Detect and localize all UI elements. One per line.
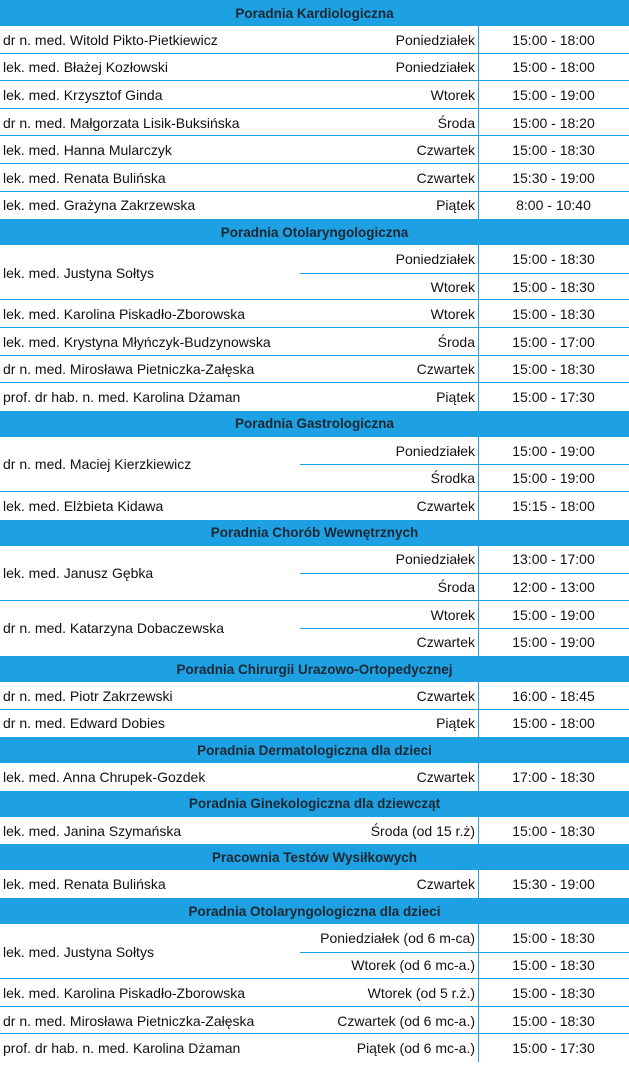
day-cell: Środa	[437, 333, 475, 350]
day-cell: Czwartek (od 6 mc-a.)	[337, 1012, 475, 1029]
hours-cell: 15:00 - 17:30	[512, 1040, 595, 1057]
hours-cell: 8:00 - 10:40	[516, 197, 591, 214]
doctor-name: dr n. med. Małgorzata Lisik-Buksińska	[3, 114, 240, 131]
doctor-name: dr n. med. Mirosława Pietniczka-Załęska	[3, 361, 255, 378]
day-cell: Wtorek (od 5 r.ż.)	[367, 984, 475, 1001]
hours-cell: 15:00 - 18:30	[512, 250, 595, 267]
hours-cell: 15:00 - 18:30	[512, 1012, 595, 1029]
doctor-name: lek. med. Elżbieta Kidawa	[3, 497, 164, 514]
day-cell: Poniedziałek (od 6 m-ca)	[320, 929, 475, 946]
hours-cell: 15:00 - 18:30	[512, 957, 595, 974]
hours-cell: 15:00 - 19:00	[512, 86, 595, 103]
hours-cell: 15:00 - 18:30	[512, 278, 595, 295]
section-header: Pracownia Testów Wysiłkowych	[0, 844, 629, 870]
section-header: Poradnia Chirurgii Urazowo-Ortopedycznej	[0, 656, 629, 682]
day-cell: Piątek	[436, 715, 475, 732]
day-cell: Czwartek	[416, 687, 475, 704]
row-divider	[300, 573, 629, 574]
column-divider	[478, 26, 479, 54]
column-divider	[478, 245, 479, 273]
day-cell: Środa (od 15 r.ż)	[370, 822, 475, 839]
column-divider	[478, 817, 479, 845]
day-cell: Środa	[437, 578, 475, 595]
day-cell: Wtorek	[430, 606, 475, 623]
section-header: Poradnia Chorób Wewnętrznych	[0, 520, 629, 546]
column-divider	[478, 979, 479, 1007]
doctor-name: lek. med. Hanna Mularczyk	[3, 142, 172, 159]
hours-cell: 15:00 - 18:00	[512, 715, 595, 732]
day-cell: Wtorek	[430, 306, 475, 323]
hours-cell: 17:00 - 18:30	[512, 768, 595, 785]
doctor-name: lek. med. Karolina Piskadło-Zborowska	[3, 306, 245, 323]
row-divider	[300, 464, 629, 465]
column-divider	[478, 54, 479, 82]
column-divider	[478, 763, 479, 791]
hours-cell: 15:00 - 19:00	[512, 606, 595, 623]
column-divider	[478, 546, 479, 574]
section-header: Poradnia Ginekologiczna dla dziewcząt	[0, 791, 629, 817]
column-divider	[478, 870, 479, 898]
day-cell: Poniedziałek	[395, 31, 475, 48]
section-header: Poradnia Gastrologiczna	[0, 411, 629, 437]
hours-cell: 13:00 - 17:00	[512, 551, 595, 568]
column-divider	[478, 492, 479, 520]
doctor-name: lek. med. Krzysztof Ginda	[3, 86, 163, 103]
column-divider	[478, 136, 479, 164]
column-divider	[478, 952, 479, 980]
column-divider	[478, 573, 479, 601]
column-divider	[478, 628, 479, 656]
column-divider	[478, 300, 479, 328]
hours-cell: 15:00 - 18:30	[512, 142, 595, 159]
column-divider	[478, 437, 479, 465]
doctor-name: lek. med. Grażyna Zakrzewska	[3, 197, 196, 214]
day-cell: Czwartek	[416, 634, 475, 651]
column-divider	[478, 328, 479, 356]
doctor-name: lek. med. Renata Bulińska	[3, 169, 166, 186]
column-divider	[478, 924, 479, 952]
row-divider	[300, 628, 629, 629]
day-cell: Czwartek	[416, 497, 475, 514]
day-cell: Wtorek (od 6 mc-a.)	[351, 957, 475, 974]
doctor-name: lek. med. Karolina Piskadło-Zborowska	[3, 984, 245, 1001]
hours-cell: 15:15 - 18:00	[512, 497, 595, 514]
doctor-name: lek. med. Krystyna Młyńczyk-Budzynowska	[3, 333, 271, 350]
doctor-name: dr n. med. Maciej Kierzkiewicz	[3, 456, 192, 473]
day-cell: Poniedziałek	[395, 59, 475, 76]
column-divider	[478, 383, 479, 411]
hours-cell: 15:00 - 18:30	[512, 929, 595, 946]
doctor-name: dr n. med. Mirosława Pietniczka-Załęska	[3, 1012, 255, 1029]
day-cell: Czwartek	[416, 768, 475, 785]
hours-cell: 15:00 - 19:00	[512, 634, 595, 651]
column-divider	[478, 109, 479, 137]
doctor-name: prof. dr hab. n. med. Karolina Dżaman	[3, 388, 241, 405]
doctor-name: lek. med. Janusz Gębka	[3, 565, 154, 582]
column-divider	[478, 356, 479, 384]
row-divider	[300, 273, 629, 274]
doctor-name: lek. med. Anna Chrupek-Gozdek	[3, 768, 206, 785]
day-cell: Środka	[430, 470, 475, 487]
hours-cell: 15:30 - 19:00	[512, 169, 595, 186]
day-cell: Piątek	[436, 388, 475, 405]
row-divider	[300, 952, 629, 953]
hours-cell: 15:00 - 18:00	[512, 31, 595, 48]
column-divider	[478, 164, 479, 192]
day-cell: Czwartek	[416, 142, 475, 159]
hours-cell: 15:00 - 18:30	[512, 306, 595, 323]
doctor-name: prof. dr hab. n. med. Karolina Dżaman	[3, 1040, 241, 1057]
hours-cell: 15:00 - 18:20	[512, 114, 595, 131]
hours-cell: 15:00 - 19:00	[512, 470, 595, 487]
column-divider	[478, 192, 479, 220]
day-cell: Poniedziałek	[395, 551, 475, 568]
hours-cell: 15:00 - 18:30	[512, 822, 595, 839]
day-cell: Poniedziałek	[395, 250, 475, 267]
column-divider	[478, 273, 479, 301]
doctor-name: dr n. med. Edward Dobies	[3, 715, 165, 732]
doctor-name: dr n. med. Witold Pikto-Pietkiewicz	[3, 31, 218, 48]
day-cell: Czwartek	[416, 876, 475, 893]
column-divider	[478, 710, 479, 738]
hours-cell: 15:00 - 17:00	[512, 333, 595, 350]
doctor-name: lek. med. Błażej Kozłowski	[3, 59, 168, 76]
section-header: Poradnia Kardiologiczna	[0, 0, 629, 26]
hours-cell: 12:00 - 13:00	[512, 578, 595, 595]
day-cell: Środa	[437, 114, 475, 131]
column-divider	[478, 81, 479, 109]
hours-cell: 16:00 - 18:45	[512, 687, 595, 704]
hours-cell: 15:00 - 17:30	[512, 388, 595, 405]
day-cell: Czwartek	[416, 361, 475, 378]
column-divider	[478, 682, 479, 710]
doctor-name: lek. med. Justyna Sołtys	[3, 943, 154, 960]
day-cell: Wtorek	[430, 86, 475, 103]
doctor-name: lek. med. Renata Bulińska	[3, 876, 166, 893]
hours-cell: 15:30 - 19:00	[512, 876, 595, 893]
day-cell: Piątek	[436, 197, 475, 214]
column-divider	[478, 601, 479, 629]
day-cell: Piątek (od 6 mc-a.)	[356, 1040, 475, 1057]
doctor-name: lek. med. Justyna Sołtys	[3, 264, 154, 281]
hours-cell: 15:00 - 18:30	[512, 361, 595, 378]
hours-cell: 15:00 - 18:30	[512, 984, 595, 1001]
hours-cell: 15:00 - 18:00	[512, 59, 595, 76]
column-divider	[478, 1034, 479, 1062]
doctor-name: dr n. med. Katarzyna Dobaczewska	[3, 620, 224, 637]
hours-cell: 15:00 - 19:00	[512, 442, 595, 459]
section-header: Poradnia Otolaryngologiczna dla dzieci	[0, 898, 629, 924]
doctor-name: lek. med. Janina Szymańska	[3, 822, 182, 839]
column-divider	[478, 464, 479, 492]
day-cell: Wtorek	[430, 278, 475, 295]
day-cell: Czwartek	[416, 169, 475, 186]
day-cell: Poniedziałek	[395, 442, 475, 459]
column-divider	[478, 1007, 479, 1035]
section-header: Poradnia Otolaryngologiczna	[0, 219, 629, 245]
doctor-name: dr n. med. Piotr Zakrzewski	[3, 687, 173, 704]
section-header: Poradnia Dermatologiczna dla dzieci	[0, 737, 629, 763]
